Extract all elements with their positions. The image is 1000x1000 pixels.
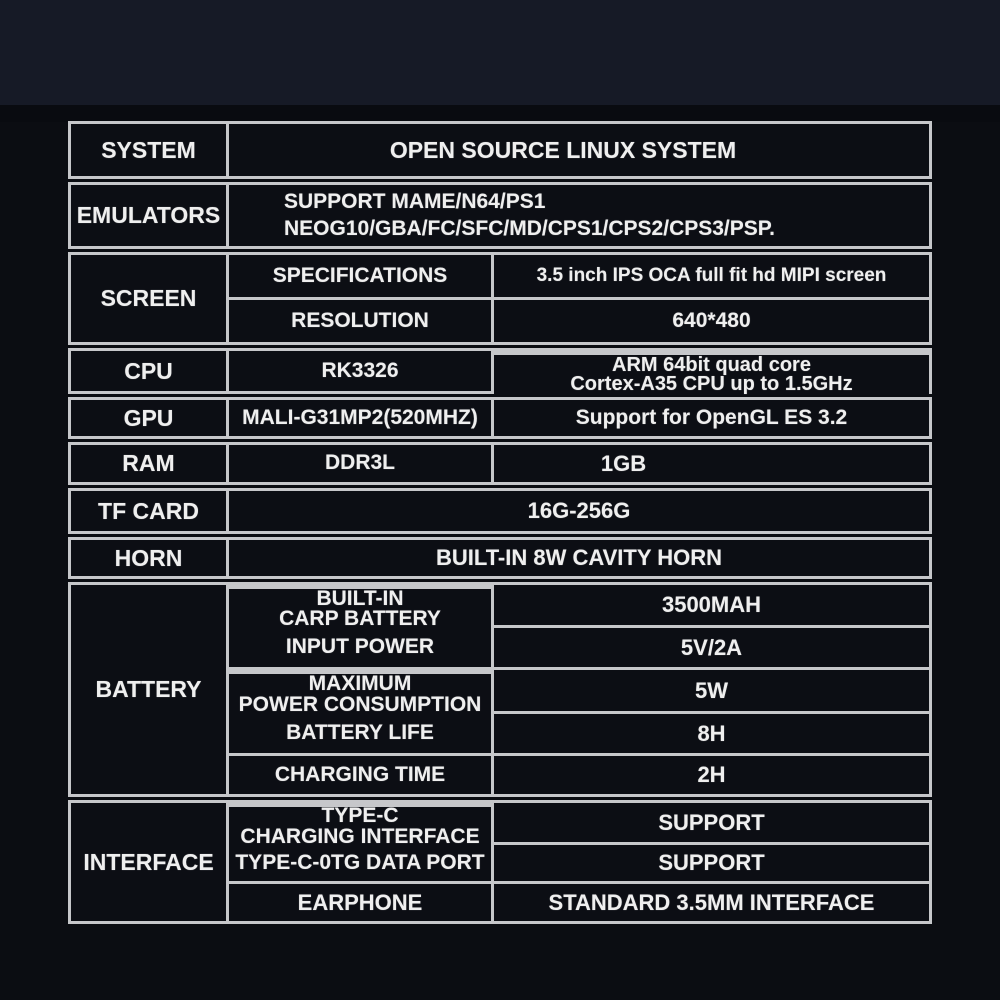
tf-card-label: TF CARD: [71, 491, 226, 531]
battery-life-value: 8H: [494, 714, 929, 753]
interface-otg-name: TYPE-C-0TG DATA PORT: [229, 845, 491, 881]
cpu-value: [494, 355, 929, 395]
interface-otg-value: SUPPORT: [494, 845, 929, 881]
spec-table: [68, 121, 932, 924]
section-ram: [68, 442, 932, 485]
horn-label: HORN: [71, 540, 226, 576]
emulators-value-line1: SUPPORT MAME/N64/PS1: [284, 189, 546, 213]
ram-value-text: 1GB: [600, 450, 647, 476]
interface-earphone-name: EARPHONE: [229, 884, 491, 921]
horn-value: BUILT-IN 8W CAVITY HORN: [229, 540, 929, 576]
battery-max-consumption-name-line1: MAXIMUM: [308, 672, 412, 696]
ram-label: RAM: [71, 445, 226, 482]
interface-typec-charging-name: [229, 804, 491, 848]
section-horn: [68, 537, 932, 579]
ram-name: DDR3L: [229, 445, 491, 482]
cpu-value-line2: Cortex-A35 CPU up to 1.5GHz: [570, 373, 853, 395]
battery-label: BATTERY: [71, 585, 226, 794]
battery-max-consumption-name: [229, 674, 491, 715]
interface-label: INTERFACE: [71, 803, 226, 921]
emulators-label: EMULATORS: [71, 185, 226, 246]
screen-resolution-name: RESOLUTION: [229, 300, 491, 342]
section-gpu: [68, 397, 932, 439]
cpu-label: CPU: [71, 351, 226, 391]
emulators-value-line2: NEOG10/GBA/FC/SFC/MD/CPS1/CPS2/CPS3/PSP.: [284, 216, 775, 240]
battery-capacity-name-line1: BUILT-IN: [316, 586, 404, 610]
interface-earphone-value: STANDARD 3.5MM INTERFACE: [494, 884, 929, 921]
interface-typec-charging-value: SUPPORT: [494, 803, 929, 842]
cpu-name: RK3326: [229, 351, 491, 391]
battery-charging-time-value: 2H: [494, 756, 929, 794]
section-cpu: [68, 348, 932, 394]
gpu-label: GPU: [71, 400, 226, 436]
section-emulators: [68, 182, 932, 249]
screen-specifications-name: SPECIFICATIONS: [229, 255, 491, 297]
battery-input-power-value: 5V/2A: [494, 628, 929, 667]
screen-label: SCREEN: [71, 255, 226, 342]
gpu-name: MALI-G31MP2(520MHZ): [229, 400, 491, 436]
battery-capacity-name: [229, 586, 491, 630]
screen-specifications-value: 3.5 inch IPS OCA full fit hd MIPI screen: [494, 255, 929, 297]
emulators-value: [229, 185, 929, 246]
system-value: [229, 124, 929, 176]
battery-max-consumption-name-line2: POWER CONSUMPTION: [238, 692, 482, 716]
battery-max-consumption-value: 5W: [494, 670, 929, 711]
section-system: [68, 121, 932, 179]
system-value-text: OPEN SOURCE LINUX SYSTEM: [389, 136, 737, 163]
interface-typec-charging-name-line2: CHARGING INTERFACE: [240, 824, 480, 848]
section-tf-card: [68, 488, 932, 534]
screen-resolution-value: 640*480: [494, 300, 929, 342]
section-screen: [68, 252, 932, 345]
interface-typec-charging-name-line1: TYPE-C: [321, 804, 399, 828]
system-label: SYSTEM: [71, 124, 226, 176]
battery-charging-time-name: CHARGING TIME: [229, 756, 491, 794]
background-seam: [0, 105, 1000, 122]
battery-capacity-name-line2: CARP BATTERY: [279, 607, 441, 630]
battery-capacity-value: 3500MAH: [494, 585, 929, 625]
cpu-value-line1: ARM 64bit quad core: [612, 353, 811, 376]
gpu-value: Support for OpenGL ES 3.2: [494, 400, 929, 436]
battery-input-power-name: INPUT POWER: [229, 628, 491, 667]
background-top-band: [0, 0, 1000, 105]
section-interface: [68, 800, 932, 924]
battery-life-name: BATTERY LIFE: [229, 714, 491, 753]
ram-value: [494, 445, 929, 482]
tf-card-value: 16G-256G: [229, 491, 929, 531]
section-battery: [68, 582, 932, 797]
